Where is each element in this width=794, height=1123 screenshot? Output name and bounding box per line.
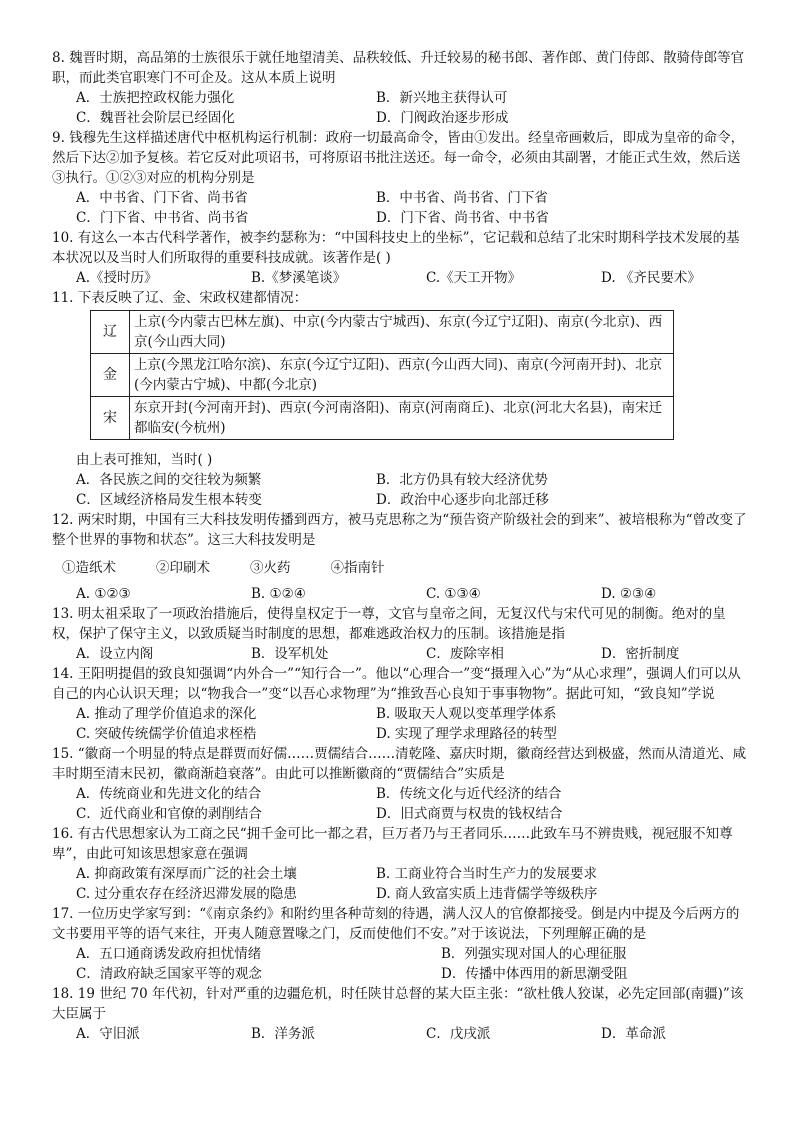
options (52, 470, 752, 510)
option-b: B. 工商业符合当时生产力的发展要求 (376, 866, 598, 882)
option-d: D. 《齐民要术》 (601, 270, 701, 286)
option-d: D．门阀政治逐步形成 (376, 110, 509, 126)
option-a: A. 抑商政策有深厚而广泛的社会土壤 (76, 866, 297, 882)
dynasty-cell: 宋 (91, 397, 130, 440)
table-row (91, 354, 674, 397)
option-a: A.《授时历》 (76, 270, 158, 286)
question-stem: 10. 有这么一本古代科学著作，被李约瑟称为：“中国科技史上的坐标”，它记载和总结了北宋时期科学技术发展的基本状况以及当时人们所取得的重要科技成就。该著作是( ) (52, 230, 740, 266)
option-d: D．密折制度 (601, 646, 680, 662)
capitals-cell: 上京(今内蒙古巴林左旗)、中京(今内蒙古宁城西)、东京(今辽宁辽阳)、南京(今北京)、西京(今山西大同) (130, 311, 674, 354)
option-d: D. 实现了理学求理路径的转型 (376, 726, 557, 742)
option-c: C．魏晋社会阶层已经固化 (76, 110, 235, 126)
option-c: C．清政府缺乏国家平等的观念 (76, 966, 262, 982)
option-c: C. 过分重农存在经济迟滞发展的隐患 (76, 886, 297, 902)
question-8 (52, 48, 752, 128)
options (52, 644, 752, 664)
options (52, 268, 752, 288)
statement-item: ②印刷术 (156, 560, 210, 576)
question-stem: 17. 一位历史学家写到：“《南京条约》和附约里各种苛刻的待遇，满人汉人的官僚都接受。倒是内中提及今后两方的文书要用平等的语气来往，开夷人随意置喙之门，反而使他们不安。”对于该说法，下列理解正确的是 (52, 906, 740, 942)
table-row (91, 311, 674, 354)
question-stem: 16. 有古代思想家认为工商之民“拥千金可比一都之君，巨万者乃与王者同乐……此致车马不辨贵贱，视冠服不知尊卑”，由此可知该思想家意在强调 (52, 826, 733, 862)
exam-page (52, 48, 752, 1044)
option-d: D．旧式商贾与权贵的钱权结合 (376, 806, 563, 822)
option-a: A. 推动了理学价值追求的深化 (76, 706, 257, 722)
dynasty-cell: 辽 (91, 311, 130, 354)
option-a: A．士族把控政权能力强化 (76, 90, 235, 106)
option-b: B．中书省、尚书省、门下省 (376, 190, 548, 206)
option-d: D．革命派 (601, 1026, 666, 1042)
question-13 (52, 604, 752, 664)
option-b: B. ①②④ (251, 586, 306, 602)
option-a: A．守旧派 (76, 1026, 140, 1042)
statement-items (52, 558, 752, 578)
option-b: B.《梦溪笔谈》 (251, 270, 347, 286)
question-15 (52, 744, 752, 824)
option-b: B．设军机处 (251, 646, 329, 662)
option-a: A．中书省、门下省、尚书省 (76, 190, 248, 206)
question-stem: 12. 两宋时期，中国有三大科技发明传播到西方，被马克思称之为“预告资产阶级社会的到来”、被培根称为“曾改变了整个世界的事物和状态”。这三大科技发明是 (52, 512, 747, 548)
option-b: B. 吸取天人观以变革理学体系 (376, 706, 557, 722)
option-a: A．设立内阁 (76, 646, 154, 662)
options (52, 784, 752, 824)
options (52, 944, 752, 984)
capitals-cell: 东京开封(今河南开封)、西京(今河南洛阳)、南京(河南商丘)、北京(河北大名县)，南宋迁都临安(今杭州) (130, 397, 674, 440)
options (52, 864, 752, 904)
capitals-table (90, 310, 674, 440)
options (52, 188, 752, 228)
option-b: B．新兴地主获得认可 (376, 90, 508, 106)
question-18 (52, 984, 752, 1044)
question-9 (52, 128, 752, 228)
options (52, 1024, 752, 1044)
options (52, 584, 752, 604)
option-d: D．门下省、尚书省、中书省 (376, 210, 549, 226)
options (52, 88, 752, 128)
table-row (91, 397, 674, 440)
option-c: C．戊戌派 (426, 1026, 491, 1042)
option-c: C. 突破传统儒学价值追求桎梏 (76, 726, 257, 742)
question-14 (52, 664, 752, 744)
option-a: A．五口通商诱发政府担忧情绪 (76, 946, 262, 962)
question-stem: 8. 魏晋时期，高品第的士族很乐于就任地望清美、品秩较低、升迁较易的秘书郎、著作郎、黄门侍郎、散骑侍郎等官职，而此类官职寒门不可企及。这从本质上说明 (52, 50, 745, 86)
option-c: C．区域经济格局发生根本转变 (76, 492, 262, 508)
capitals-cell: 上京(今黑龙江哈尔滨)、东京(今辽宁辽阳)、西京(今山西大同)、南京(今河南开封)、北京(今内蒙古宁城)、中都(今北京) (130, 354, 674, 397)
option-d: D. 商人致富实质上违背儒学等级秩序 (376, 886, 598, 902)
question-followup: 由上表可推知，当时( ) (76, 452, 213, 468)
option-d: D．传播中体西用的新思潮受阻 (441, 966, 628, 982)
option-c: C．近代商业和官僚的剥削结合 (76, 806, 262, 822)
option-c: C. ①③④ (426, 586, 481, 602)
question-12 (52, 510, 752, 604)
option-b: B．洋务派 (251, 1026, 315, 1042)
option-d: D．政治中心逐步向北部迁移 (376, 492, 549, 508)
option-c: C．门下省、中书省、尚书省 (76, 210, 249, 226)
option-a: A．各民族之间的交往较为频繁 (76, 472, 262, 488)
question-10 (52, 228, 752, 288)
dynasty-cell: 金 (91, 354, 130, 397)
question-stem: 14. 王阳明提倡的致良知强调“内外合一”“知行合一”。他以“心理合一”变“摄理入心”为“从心求理”，强调人们可以从自己的内心认识天理；以“物我合一”变“以吾心求物理”为“推致吾心良知于事事物物”。据此可知，“致良知”学说 (52, 666, 741, 702)
question-stem: 13. 明太祖采取了一项政治措施后，使得皇权定于一尊，文官与皇帝之间，无复汉代与宋代可见的制衡。绝对的皇权，保护了保守主义，以致质疑当时制度的思想，都难逃政治权力的压制。该措施是指 (52, 606, 726, 642)
statement-item: ③火药 (250, 560, 291, 576)
option-c: C．废除宰相 (426, 646, 504, 662)
option-b: B．传统文化与近代经济的结合 (376, 786, 562, 802)
option-a: A．传统商业和先进文化的结合 (76, 786, 262, 802)
option-c: C.《天工开物》 (426, 270, 522, 286)
question-17 (52, 904, 752, 984)
question-16 (52, 824, 752, 904)
statement-item: ①造纸术 (62, 560, 116, 576)
option-b: B．北方仍具有较大经济优势 (376, 472, 548, 488)
question-stem: 15. “徽商一个明显的特点是群贾而好儒……贾儒结合……清乾隆、嘉庆时期，徽商经营达到极盛，然而从清道光、咸丰时期至清末民初，徽商渐趋衰落”。由此可以推断徽商的“贾儒结合”实质是 (52, 746, 747, 782)
question-stem: 18. 19 世纪 70 年代初，针对严重的边疆危机，时任陕甘总督的某大臣主张：“欲杜俄人狡谋，必先定回部(南疆)”该大臣属于 (52, 986, 744, 1022)
question-stem: 11. 下表反映了辽、金、宋政权建都情况： (52, 290, 308, 306)
statement-item: ④指南针 (330, 560, 385, 576)
option-b: B．列强实现对国人的心理征服 (441, 946, 627, 962)
option-d: D. ②③④ (601, 586, 657, 602)
question-stem: 9. 钱穆先生这样描述唐代中枢机构运行机制：政府一切最高命令，皆由①发出。经皇帝画敕后，即成为皇帝的命令，然后下达②加予复核。若它反对此项诏书，可将原诏书批注送还。每一命令，必须由其副署，才能正式生效，然后送③执行。①②③对应的机构分别是 (52, 130, 745, 186)
question-11 (52, 288, 752, 510)
options (52, 704, 752, 744)
option-a: A. ①②③ (76, 586, 131, 602)
